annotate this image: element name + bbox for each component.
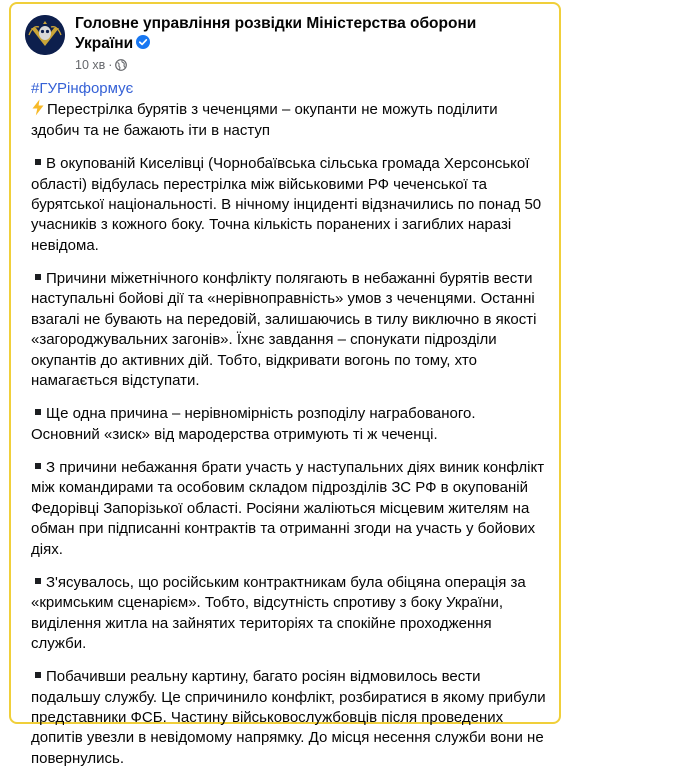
meta-separator: ·: [108, 58, 113, 72]
paragraph-3: [31, 404, 546, 445]
page-name-text[interactable]: Головне управління розвідки Міністерства оборони України: [75, 15, 477, 52]
paragraph-4: [31, 458, 546, 560]
globe-icon[interactable]: [115, 59, 127, 71]
bullet-square-icon: [35, 409, 41, 415]
hashtag-link[interactable]: #ГУРінформує: [31, 80, 134, 97]
paragraph-6: [31, 667, 546, 769]
bullet-square-icon: [35, 578, 41, 584]
paragraph-text: В окупованій Киселівці (Чорнобаївська сільська громада Херсонської області) відбулась перестрілка між військовими РФ чеченської та бурятської національності. В нічному інциденті відзначились по понад 50 учасників з кожного боку. Точна кількість поранених і загиблих наразі невідома.: [31, 155, 542, 254]
paragraph-5: [31, 573, 546, 655]
post-body: [31, 79, 546, 782]
paragraph-text: Причини міжетнічного конфлікту полягають в небажанні бурятів вести наступальні бойові дії та «нерівноправність» умов з чеченцями. Останні взагалі не бувають на передовій, залишаючись в тилу виключно в якості «загороджувальних загонів». Їхнє завдання – спонукати підрозділи окупантів до активних дій. Тобто, відкривати вогонь по тому, хто намагається відступати.: [31, 270, 537, 390]
bullet-square-icon: [35, 672, 41, 678]
paragraph-1: [31, 154, 546, 256]
post-meta: [75, 57, 127, 73]
high-voltage-icon: [31, 99, 45, 116]
paragraph-text: Ще одна причина – нерівномірність розподілу награбованого. Основний «зиск» від мародерства отримують ті ж чеченці.: [31, 405, 476, 443]
owl-emblem-icon: [25, 15, 65, 55]
paragraph-2: [31, 269, 546, 391]
bullet-square-icon: [35, 463, 41, 469]
page-avatar[interactable]: [25, 15, 65, 55]
paragraph-text: З причини небажання брати участь у наступальних діях виник конфлікт між командирами та особовим складом підрозділів ЗС РФ в окупованій Федорівці Запорізької області. Росіяни жаліються місцевим жителям на обман при підписанні контрактів та отриманні згоди на участь у бойових діях.: [31, 458, 545, 558]
post-timestamp[interactable]: 10 хв: [75, 58, 106, 72]
verified-badge-icon: [136, 35, 150, 49]
bullet-square-icon: [35, 274, 41, 280]
paragraph-text: З'ясувалось, що російським контрактникам була обіцяна операція за «кримським сценарієм». Тобто, відсутність спротиву з боку України, виділення житла на зайнятих територіях та спокійне проходження служби.: [31, 573, 526, 652]
post-card: [9, 2, 561, 767]
paragraph-text: Побачивши реальну картину, багато росіян відмовилось вести подальшу службу. Це спричинило конфлікт, розбиратися в якому прибули представники ФСБ. Частину військовослужбовців після проведених допитів увезли в невідомому напрямку. До місця несення служби вони не повернулись.: [31, 668, 546, 767]
post-title-text: Перестрілка бурятів з чеченцями – окупанти не можуть поділити здобич та не бажають іти в наступ: [31, 101, 498, 139]
post-header: [25, 13, 551, 73]
bullet-square-icon: [35, 159, 41, 165]
page-name-link[interactable]: [75, 14, 515, 54]
post-title: [31, 99, 546, 141]
